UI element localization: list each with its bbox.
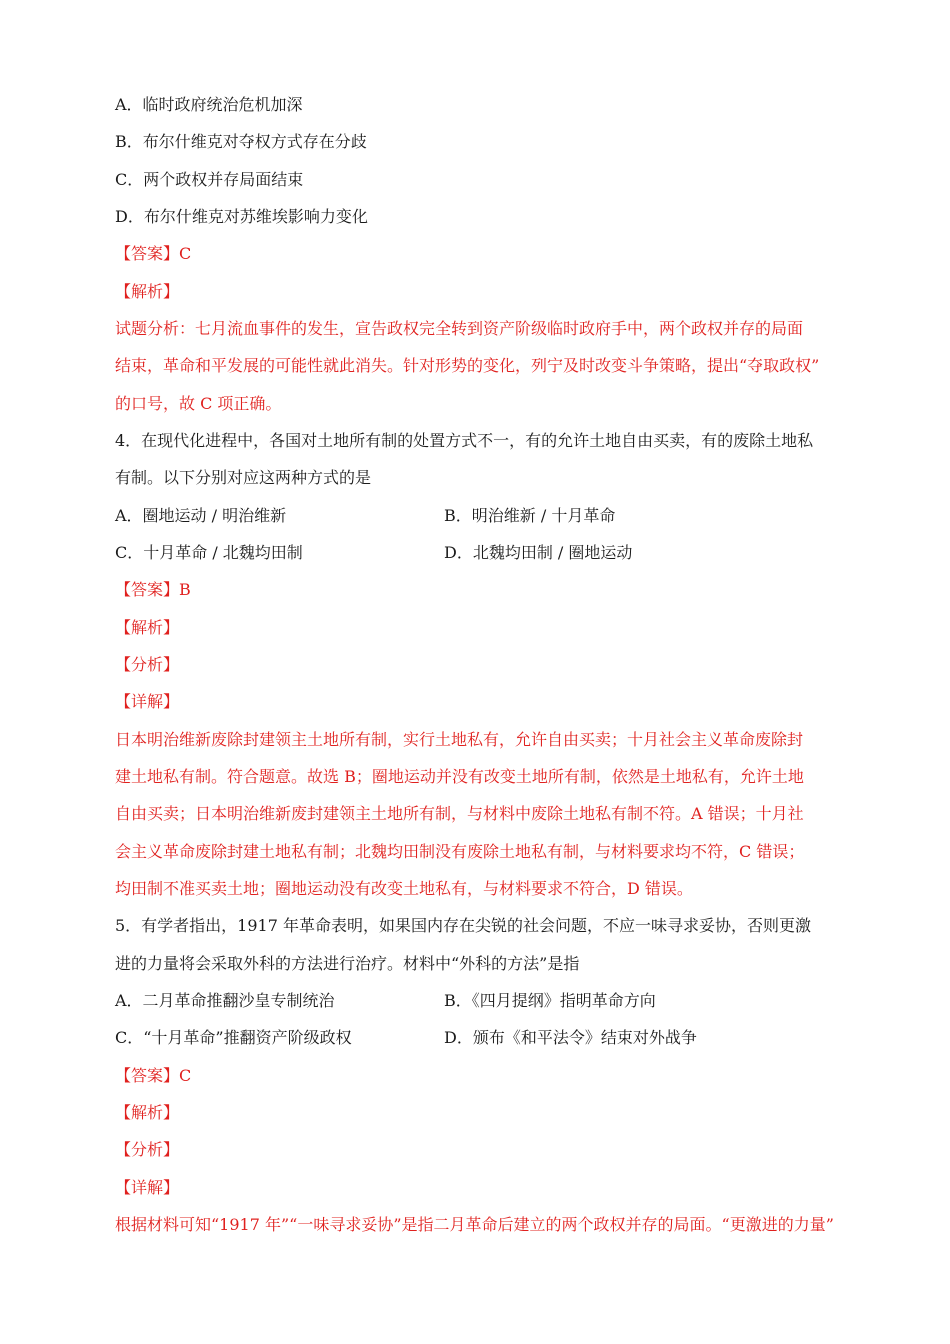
q4-detail-line: 均田制不准买卖土地；圈地运动没有改变土地私有，与材料要求不符合，D 错误。 bbox=[115, 879, 693, 898]
q4-detail-line: 会主义革命废除封建土地私有制；北魏均田制没有废除土地私有制，与材料要求均不符，C 错误； bbox=[115, 842, 805, 861]
q3-option-a: A．临时政府统治危机加深 bbox=[115, 95, 303, 114]
q3-option-d: D．布尔什维克对苏维埃影响力变化 bbox=[115, 207, 368, 226]
q4-stem-line: 有制。以下分别对应这两种方式的是 bbox=[115, 468, 372, 487]
q3-analysis-line: 试题分析：七月流血事件的发生，宣告政权完全转到资产阶级临时政府手中，两个政权并存的局面 bbox=[115, 319, 804, 338]
q5-analysis-label: 【解析】 bbox=[115, 1103, 180, 1122]
q5-option-b: B．《四月提纲》指明革命方向 bbox=[444, 991, 656, 1010]
q4-fenxi-label: 【分析】 bbox=[115, 655, 180, 674]
q3-analysis-label: 【解析】 bbox=[115, 282, 180, 301]
q4-option-b: B．明治维新 / 十月革命 bbox=[444, 506, 616, 525]
q4-option-c: C．十月革命 / 北魏均田制 bbox=[115, 543, 303, 562]
q5-option-c: C．“十月革命”推翻资产阶级政权 bbox=[115, 1028, 352, 1047]
q4-answer: 【答案】B bbox=[115, 580, 191, 599]
q5-detail-label: 【详解】 bbox=[115, 1178, 180, 1197]
q3-option-c: C．两个政权并存局面结束 bbox=[115, 170, 304, 189]
q5-detail-line: 根据材料可知“1917 年”“一味寻求妥协”是指二月革命后建立的两个政权并存的局面。“更激进的力量” bbox=[115, 1215, 834, 1234]
q5-answer: 【答案】C bbox=[115, 1066, 192, 1085]
q3-option-b: B．布尔什维克对夺权方式存在分歧 bbox=[115, 132, 367, 151]
q5-stem-line: 5．有学者指出，1917 年革命表明，如果国内存在尖锐的社会问题，不应一味寻求妥协，否则更激 bbox=[115, 916, 811, 935]
q5-stem-line: 进的力量将会采取外科的方法进行治疗。材料中“外科的方法”是指 bbox=[115, 954, 580, 973]
q3-analysis-line: 的口号，故 C 项正确。 bbox=[115, 394, 282, 413]
q4-detail-label: 【详解】 bbox=[115, 692, 180, 711]
q5-option-a: A．二月革命推翻沙皇专制统治 bbox=[115, 991, 335, 1010]
q5-option-d: D．颁布《和平法令》结束对外战争 bbox=[444, 1028, 697, 1047]
q4-option-a: A．圈地运动 / 明治维新 bbox=[115, 506, 287, 525]
q3-answer: 【答案】C bbox=[115, 244, 192, 263]
q4-stem-line: 4．在现代化进程中，各国对土地所有制的处置方式不一，有的允许土地自由买卖，有的废除土地私 bbox=[115, 431, 814, 450]
q4-analysis-label: 【解析】 bbox=[115, 618, 180, 637]
q3-analysis-line: 结束，革命和平发展的可能性就此消失。针对形势的变化，列宁及时改变斗争策略，提出“夺取政权” bbox=[115, 356, 820, 375]
q4-detail-line: 建土地私有制。符合题意。故选 B；圈地运动并没有改变土地所有制，依然是土地私有，允许土地 bbox=[115, 767, 804, 786]
q4-detail-line: 日本明治维新废除封建领主土地所有制，实行土地私有，允许自由买卖；十月社会主义革命废除封 bbox=[115, 730, 804, 749]
q4-detail-line: 自由买卖；日本明治维新废封建领主土地所有制，与材料中废除土地私有制不符。A 错误；十月社 bbox=[115, 804, 804, 823]
q4-option-d: D．北魏均田制 / 圈地运动 bbox=[444, 543, 633, 562]
q5-fenxi-label: 【分析】 bbox=[115, 1140, 180, 1159]
